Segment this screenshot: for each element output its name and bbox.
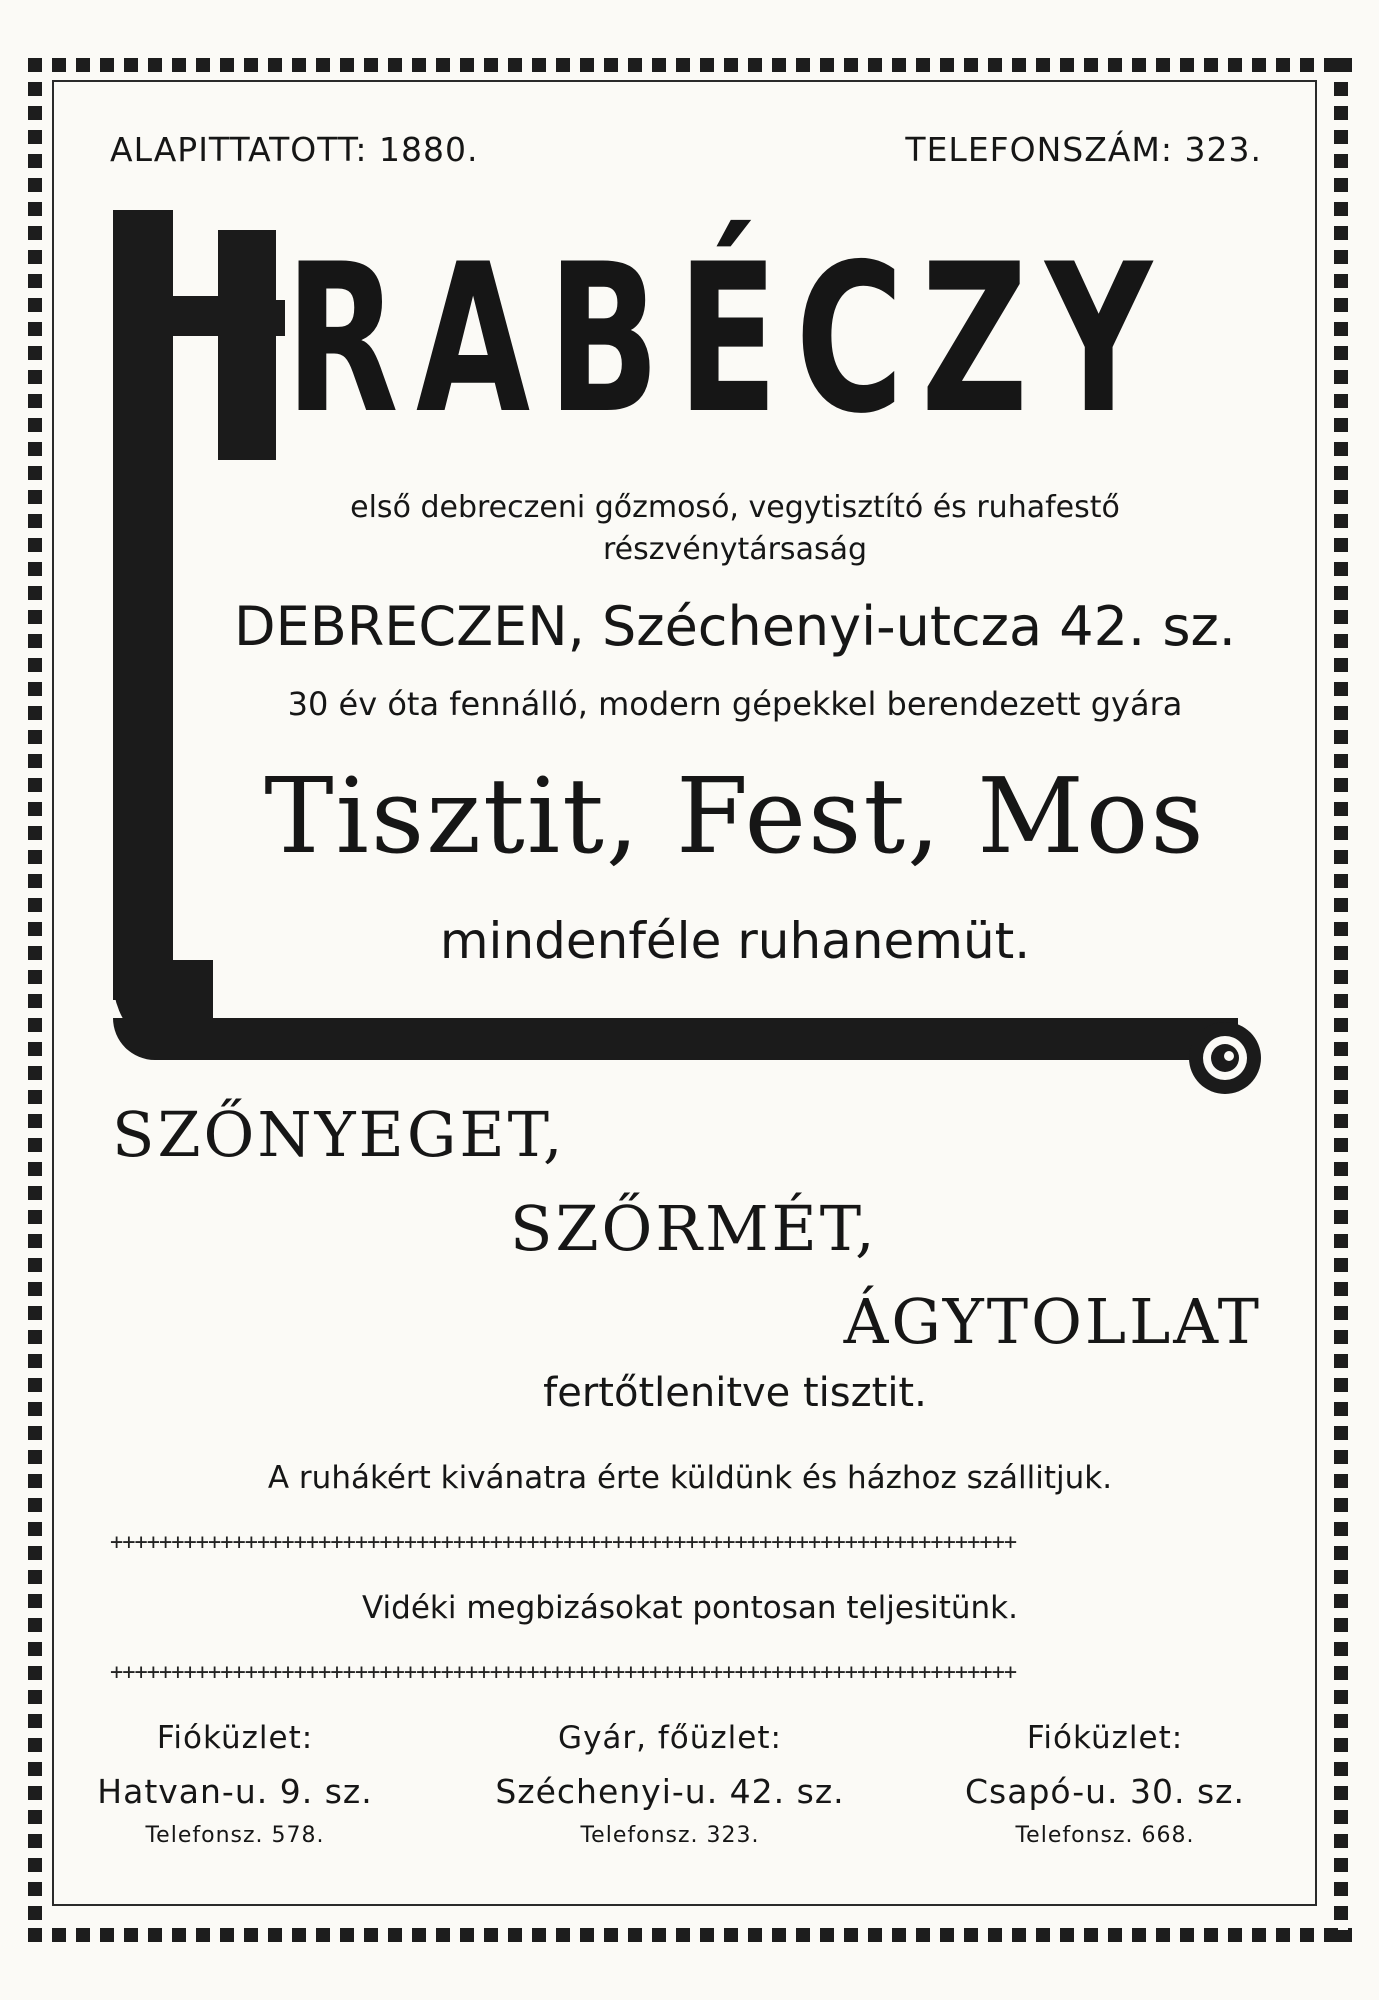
services-object: mindenféle ruhanemüt. <box>439 912 1031 970</box>
separator-top: ++++++++++++++++++++++++++++++++++++++++++++++++++++++++++++++++++++++++++ <box>110 1530 1017 1555</box>
phone-text: TELEFONSZÁM: 323. <box>905 130 1262 169</box>
branch-title: Fióküzlet: <box>156 1720 314 1756</box>
branch-address: Csapó-u. 30. sz. <box>965 1772 1245 1811</box>
founded-text: ALAPITTATOTT: 1880. <box>110 130 479 169</box>
branch-phone: Telefonsz. 323. <box>580 1823 760 1848</box>
branch-address: Széchenyi-u. 42. sz. <box>495 1772 845 1811</box>
branch-title: Gyár, főüzlet: <box>558 1720 782 1756</box>
rural-text: Vidéki megbizásokat pontosan teljesitünk. <box>362 1590 1018 1626</box>
branch-phone: Telefonsz. 668. <box>1015 1823 1195 1848</box>
special-fur: SZŐRMÉT, <box>510 1192 878 1265</box>
branch-csapo <box>925 1720 1285 1848</box>
special-bedding: ÁGYTOLLAT <box>843 1285 1262 1358</box>
delivery-text: A ruhákért kivánatra érte küldünk és házhoz szállitjuk. <box>267 1460 1113 1496</box>
branch-hatvan <box>55 1720 415 1848</box>
company-description: első debreczeni gőzmosó, vegytisztító és ruhafestő <box>350 490 1120 525</box>
brand-name: RABÉCZY <box>285 221 1170 459</box>
border-left <box>28 58 42 1942</box>
branch-main <box>490 1720 850 1848</box>
separator-bottom: ++++++++++++++++++++++++++++++++++++++++++++++++++++++++++++++++++++++++++ <box>110 1660 1017 1685</box>
factory-text: 30 év óta fennálló, modern gépekkel berendezett gyára <box>287 685 1183 723</box>
border-bottom <box>28 1928 1352 1942</box>
branch-address: Hatvan-u. 9. sz. <box>97 1772 373 1811</box>
branch-title: Fióküzlet: <box>1026 1720 1184 1756</box>
services-verbs: Tisztit, Fest, Mos <box>264 755 1206 877</box>
company-type: részvénytársaság <box>602 532 868 567</box>
company-address: DEBRECZEN, Széchenyi-utcza 42. sz. <box>234 595 1236 658</box>
border-right <box>1334 58 1348 1942</box>
special-carpet: SZŐNYEGET, <box>112 1098 566 1171</box>
border-top <box>28 58 1352 72</box>
disinfect-note: fertőtlenitve tisztit. <box>543 1370 927 1416</box>
brand-bar-horizontal <box>113 1018 1238 1060</box>
brand-initial-glyph <box>113 200 278 455</box>
spiral-ornament <box>1185 1018 1265 1098</box>
branch-phone: Telefonsz. 578. <box>145 1823 325 1848</box>
